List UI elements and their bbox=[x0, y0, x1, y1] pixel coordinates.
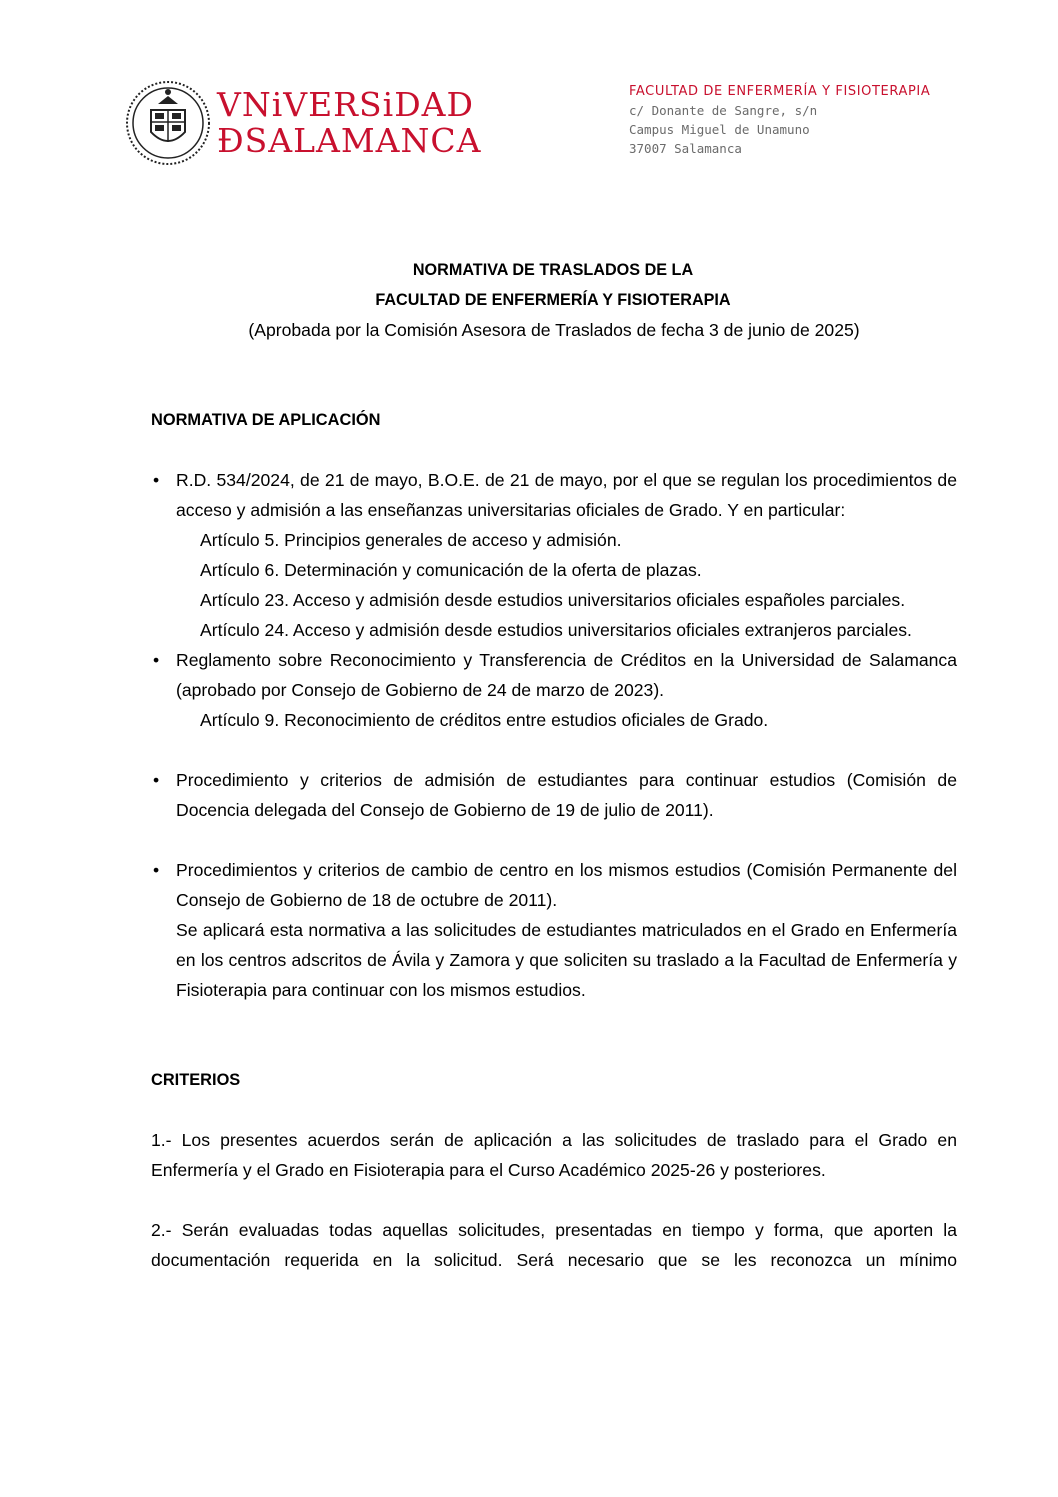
list-item-text: Procedimientos y criterios de cambio de centro en los mismos estudios (Comisión Permanente del Consejo de Gobierno de 18 de octubre de 2011). bbox=[176, 860, 957, 910]
document-body bbox=[151, 255, 957, 1275]
wordmark-line1: VNiVERSiDAD bbox=[217, 85, 474, 124]
address-line: Campus Miguel de Unamuno bbox=[629, 122, 810, 137]
list-item bbox=[151, 645, 957, 705]
address-line: c/ Donante de Sangre, s/n bbox=[629, 103, 818, 118]
approval-note: (Aprobada por la Comisión Asesora de Traslados de fecha 3 de junio de 2025) bbox=[248, 320, 860, 340]
article-ref: Artículo 5. Principios generales de acceso y admisión. bbox=[200, 530, 622, 550]
list-item bbox=[151, 465, 957, 525]
article-ref: Artículo 9. Reconocimiento de créditos entre estudios oficiales de Grado. bbox=[200, 710, 769, 730]
bullet-icon: • bbox=[153, 470, 160, 490]
article-ref: Artículo 6. Determinación y comunicación de la oferta de plazas. bbox=[200, 560, 702, 580]
list-item-text: Reglamento sobre Reconocimiento y Transferencia de Créditos en la Universidad de Salamanca (aprobado por Consejo de Gobierno de 24 de marzo de 2023). bbox=[176, 650, 957, 700]
bullet-icon: • bbox=[153, 770, 160, 790]
list-item-text: Procedimiento y criterios de admisión de estudiantes para continuar estudios (Comisión de Docencia delegada del Consejo de Gobierno de 19 de julio de 2011). bbox=[176, 770, 957, 820]
university-logo bbox=[125, 80, 482, 170]
university-wordmark bbox=[217, 85, 482, 160]
bullet-icon: • bbox=[153, 650, 160, 670]
section-heading-criterios: CRITERIOS bbox=[151, 1071, 241, 1089]
section-heading-normativa: NORMATIVA DE APLICACIÓN bbox=[151, 411, 381, 429]
criterion-paragraph: 2.- Serán evaluadas todas aquellas solicitudes, presentadas en tiempo y forma, que aporten la documentación requerida en la solicitud. Será necesario que se les reconozca un mínimo bbox=[151, 1220, 957, 1270]
document-title-line2: FACULTAD DE ENFERMERÍA Y FISIOTERAPIA bbox=[375, 291, 731, 309]
list-item bbox=[151, 855, 957, 915]
list-item-note: Se aplicará esta normativa a las solicitudes de estudiantes matriculados en el Grado en Enfermería en los centros adscritos de Ávila y Zamora y que soliciten su traslado a la Facultad de Enfermería y Fisioterapia para continuar con los mismos estudios. bbox=[176, 920, 957, 1000]
university-seal-icon bbox=[125, 80, 211, 166]
page-header bbox=[0, 0, 1058, 200]
list-item-text: R.D. 534/2024, de 21 de mayo, B.O.E. de 21 de mayo, por el que se regulan los procedimientos de acceso y admisión a las enseñanzas universitarias oficiales de Grado. Y en particular: bbox=[176, 470, 957, 520]
document-title-line1: NORMATIVA DE TRASLADOS DE LA bbox=[412, 261, 694, 279]
faculty-address bbox=[629, 82, 930, 158]
article-ref: Artículo 24. Acceso y admisión desde estudios universitarios oficiales extranjeros parciales. bbox=[200, 620, 912, 640]
bullet-icon: • bbox=[153, 860, 160, 880]
article-ref: Artículo 23. Acceso y admisión desde estudios universitarios oficiales españoles parciales. bbox=[200, 590, 906, 610]
faculty-name: FACULTAD DE ENFERMERÍA Y FISIOTERAPIA bbox=[629, 84, 931, 99]
address-line: 37007 Salamanca bbox=[629, 141, 742, 156]
list-item bbox=[151, 765, 957, 825]
criterion-paragraph: 1.- Los presentes acuerdos serán de aplicación a las solicitudes de traslado para el Grado en Enfermería y el Grado en Fisioterapia para el Curso Académico 2025-26 y posteriores. bbox=[151, 1130, 957, 1180]
wordmark-line2: ÐSALAMANCA bbox=[217, 121, 482, 160]
